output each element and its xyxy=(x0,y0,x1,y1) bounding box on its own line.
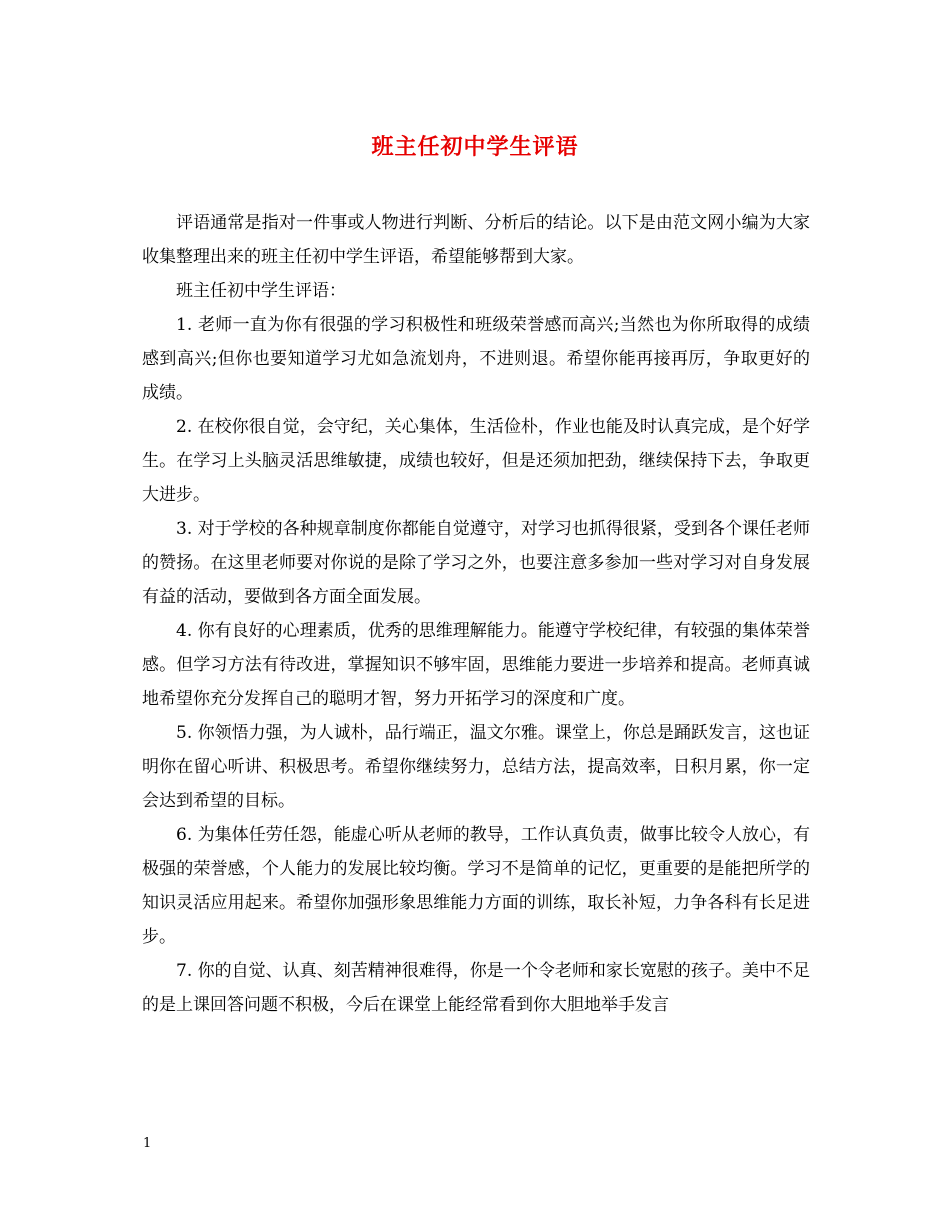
comment-paragraph-4: 4. 你有良好的心理素质，优秀的思维理解能力。能遵守学校纪律，有较强的集体荣誉感。但学习方法有待改进，掌握知识不够牢固，思维能力要进一步培养和提高。老师真诚地希望你充分发挥自己的聪明才智，努力开拓学习的深度和广度。 xyxy=(142,621,810,709)
comment-paragraph-2: 2. 在校你很自觉，会守纪，关心集体，生活俭朴，作业也能及时认真完成，是个好学生。在学习上头脑灵活思维敏捷，成绩也较好，但是还须加把劲，继续保持下去，争取更大进步。 xyxy=(142,417,810,505)
comment-paragraph-3: 3. 对于学校的各种规章制度你都能自觉遵守，对学习也抓得很紧，受到各个课任老师的赞扬。在这里老师要对你说的是除了学习之外，也要注意多参加一些对学习对自身发展有益的活动，要做到各方面全面发展。 xyxy=(142,519,810,607)
document-body xyxy=(142,206,810,1022)
page-number: 1 xyxy=(143,1136,152,1151)
section-heading: 班主任初中学生评语： xyxy=(176,281,346,301)
comment-paragraph-7: 7. 你的自觉、认真、刻苦精神很难得，你是一个令老师和家长宽慰的孩子。美中不足的是上课回答问题不积极，今后在课堂上能经常看到你大胆地举手发言 xyxy=(142,961,810,1015)
intro-paragraph: 评语通常是指对一件事或人物进行判断、分析后的结论。以下是由范文网小编为大家收集整理出来的班主任初中学生评语，希望能够帮到大家。 xyxy=(142,213,810,267)
comment-paragraph-1: 1. 老师一直为你有很强的学习积极性和班级荣誉感而高兴;当然也为你所取得的成绩感到高兴;但你也要知道学习尤如急流划舟，不进则退。希望你能再接再厉，争取更好的成绩。 xyxy=(142,315,810,403)
comment-paragraph-5: 5. 你领悟力强，为人诚朴，品行端正，温文尔雅。课堂上，你总是踊跃发言，这也证明你在留心听讲、积极思考。希望你继续努力，总结方法，提高效率，日积月累，你一定会达到希望的目标。 xyxy=(142,723,810,811)
document-title: 班主任初中学生评语 xyxy=(371,135,579,160)
comment-paragraph-6: 6. 为集体任劳任怨，能虚心听从老师的教导，工作认真负责，做事比较令人放心，有极强的荣誉感，个人能力的发展比较均衡。学习不是简单的记忆，更重要的是能把所学的知识灵活应用起来。希望你加强形象思维能力方面的训练，取长补短，力争各科有长足进步。 xyxy=(142,825,810,947)
